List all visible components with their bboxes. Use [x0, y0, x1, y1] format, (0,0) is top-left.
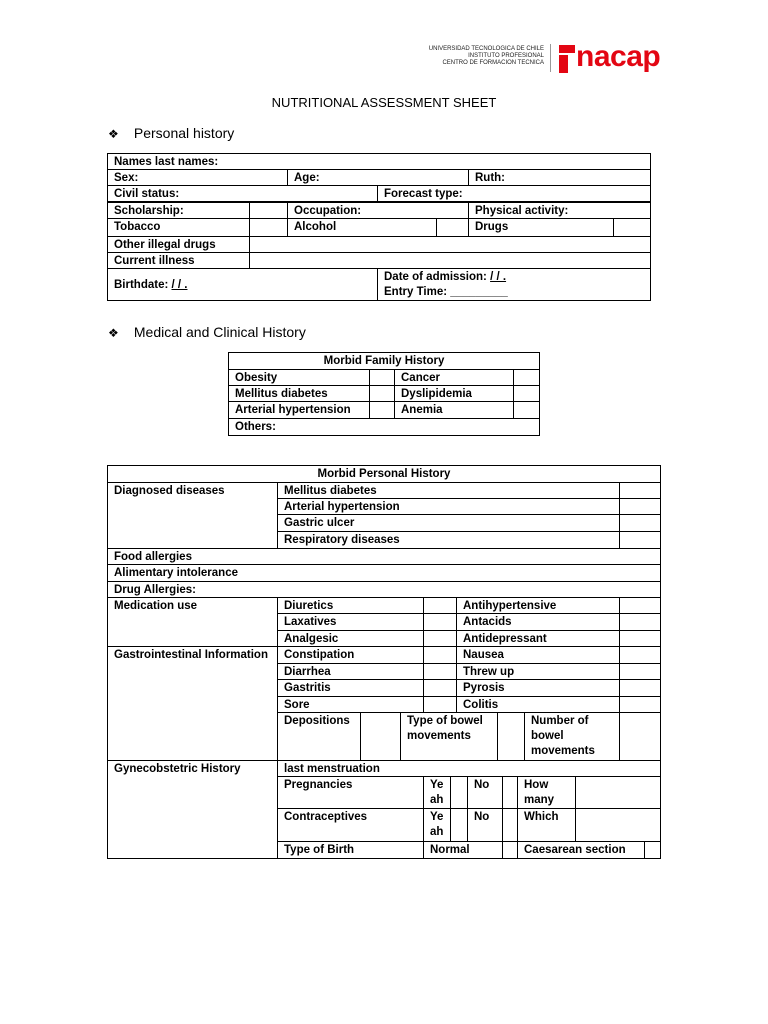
- admission-value: / / .: [490, 271, 507, 283]
- logo-divider: [550, 44, 551, 72]
- gi-check[interactable]: [619, 679, 661, 697]
- alimentary-intolerance-field[interactable]: Alimentary intolerance: [107, 564, 661, 582]
- drugs-value[interactable]: [613, 218, 651, 237]
- diag-item: Gastric ulcer: [277, 514, 620, 532]
- section-title: Medical and Clinical History: [133, 324, 306, 340]
- alcohol-label: Alcohol: [287, 218, 437, 237]
- section-title: Personal history: [133, 125, 235, 141]
- pregnancies-no-label: No: [467, 776, 503, 809]
- med-item: Antidepressant: [456, 630, 620, 647]
- gi-item: Pyrosis: [456, 679, 620, 697]
- birthdate-field[interactable]: [107, 268, 378, 301]
- med-item: Diuretics: [277, 597, 424, 614]
- others-field[interactable]: Others:: [228, 418, 540, 436]
- gi-check[interactable]: [619, 646, 661, 664]
- gi-item: Gastritis: [277, 679, 424, 697]
- admission-field[interactable]: [377, 268, 651, 301]
- diag-check[interactable]: [619, 482, 661, 499]
- gi-check[interactable]: [619, 663, 661, 680]
- normal-label: Normal: [423, 841, 503, 859]
- institution-line: INSTITUTO PROFESIONAL: [468, 53, 544, 59]
- gi-check[interactable]: [423, 646, 457, 664]
- diabetes-check[interactable]: [369, 385, 395, 402]
- diabetes-label: Mellitus diabetes: [228, 385, 370, 402]
- gi-item: Nausea: [456, 646, 620, 664]
- other-drugs-label: Other illegal drugs: [107, 236, 250, 253]
- tobacco-value[interactable]: [249, 218, 288, 237]
- gyneco-label: Gynecobstetric History: [107, 760, 278, 859]
- institution-line: UNIVERSIDAD TECNOLOGICA DE CHILE: [428, 46, 544, 52]
- gi-check[interactable]: [423, 696, 457, 713]
- med-check[interactable]: [619, 613, 661, 631]
- contraceptives-no-label: No: [467, 808, 503, 842]
- medication-use-label: Medication use: [107, 597, 278, 647]
- diagnosed-label: Diagnosed diseases: [107, 482, 278, 549]
- type-bowel-label: Type of bowel movements: [400, 712, 498, 761]
- institution-line: CENTRO DE FORMACION TECNICA: [442, 60, 544, 66]
- other-drugs-value[interactable]: [249, 236, 651, 253]
- normal-check[interactable]: [502, 841, 518, 859]
- diag-item: Arterial hypertension: [277, 498, 620, 515]
- gi-check[interactable]: [423, 679, 457, 697]
- current-illness-label: Current illness: [107, 252, 250, 269]
- gi-item: Threw up: [456, 663, 620, 680]
- gi-item: Constipation: [277, 646, 424, 664]
- sex-field[interactable]: Sex:: [107, 169, 288, 186]
- cancer-check[interactable]: [513, 369, 540, 386]
- drugs-label: Drugs: [468, 218, 614, 237]
- birthdate-label: Birthdate:: [114, 279, 172, 291]
- tobacco-label: Tobacco: [107, 218, 250, 237]
- section-medical-history: [108, 323, 306, 342]
- names-field[interactable]: Names last names:: [107, 153, 651, 170]
- family-title: Morbid Family History: [228, 352, 540, 370]
- civil-status-field[interactable]: Civil status:: [107, 185, 378, 202]
- depositions-label: Depositions: [277, 712, 361, 761]
- diag-check[interactable]: [619, 514, 661, 532]
- med-check[interactable]: [423, 613, 457, 631]
- hypertension-check[interactable]: [369, 401, 395, 419]
- pregnancies-yes-check[interactable]: [450, 776, 468, 809]
- med-item: Antihypertensive: [456, 597, 620, 614]
- how-many-label: How many: [517, 776, 576, 809]
- med-check[interactable]: [619, 597, 661, 614]
- section-personal-history: [108, 124, 234, 143]
- which-value[interactable]: [575, 808, 661, 842]
- food-allergies-field[interactable]: Food allergies: [107, 548, 661, 565]
- type-bowel-check[interactable]: [497, 712, 525, 761]
- dyslipidemia-check[interactable]: [513, 385, 540, 402]
- morbid-title: Morbid Personal History: [107, 465, 661, 483]
- obesity-label: Obesity: [228, 369, 370, 386]
- document-title: NUTRITIONAL ASSESSMENT SHEET: [271, 95, 497, 110]
- age-field[interactable]: Age:: [287, 169, 469, 186]
- number-bowel-label: Number of bowel movements: [524, 712, 620, 761]
- entry-time: Entry Time: _________: [384, 286, 508, 298]
- obesity-check[interactable]: [369, 369, 395, 386]
- gi-item: Colitis: [456, 696, 620, 713]
- how-many-value[interactable]: [575, 776, 661, 809]
- gi-check[interactable]: [619, 696, 661, 713]
- anemia-check[interactable]: [513, 401, 540, 419]
- dyslipidemia-label: Dyslipidemia: [394, 385, 514, 402]
- contraceptives-yes-check[interactable]: [450, 808, 468, 842]
- physical-activity-field[interactable]: Physical activity:: [468, 202, 651, 219]
- med-check[interactable]: [423, 630, 457, 647]
- caesarean-check[interactable]: [644, 841, 661, 859]
- drug-allergies-field[interactable]: Drug Allergies:: [107, 581, 661, 598]
- gi-item: Diarrhea: [277, 663, 424, 680]
- med-item: Analgesic: [277, 630, 424, 647]
- current-illness-value[interactable]: [249, 252, 651, 269]
- anemia-label: Anemia: [394, 401, 514, 419]
- forecast-type-field[interactable]: Forecast type:: [377, 185, 651, 202]
- contraceptives-no-check[interactable]: [502, 808, 518, 842]
- diamond-bullet-icon: ❖: [108, 326, 119, 340]
- gi-check[interactable]: [423, 663, 457, 680]
- scholarship-label: Scholarship:: [107, 202, 250, 219]
- med-check[interactable]: [619, 630, 661, 647]
- contraceptives-yes-label: Ye ah: [423, 808, 451, 842]
- hypertension-label: Arterial hypertension: [228, 401, 370, 419]
- scholarship-value[interactable]: [249, 202, 288, 219]
- cancer-label: Cancer: [394, 369, 514, 386]
- pregnancies-no-check[interactable]: [502, 776, 518, 809]
- pregnancies-yes-label: Ye ah: [423, 776, 451, 809]
- contraceptives-label: Contraceptives: [277, 808, 424, 842]
- admission-label: Date of admission:: [384, 271, 491, 283]
- ruth-field[interactable]: Ruth:: [468, 169, 651, 186]
- med-item: Antacids: [456, 613, 620, 631]
- med-check[interactable]: [423, 597, 457, 614]
- gastro-label: Gastrointestinal Information: [107, 646, 278, 761]
- gi-item: Sore: [277, 696, 424, 713]
- alcohol-value[interactable]: [436, 218, 469, 237]
- diamond-bullet-icon: ❖: [108, 127, 119, 141]
- inacap-logo-text: nacap: [576, 40, 661, 73]
- diag-item: Respiratory diseases: [277, 531, 620, 549]
- occupation-field[interactable]: Occupation:: [287, 202, 469, 219]
- pregnancies-label: Pregnancies: [277, 776, 424, 809]
- institution-text: [400, 46, 544, 67]
- diag-check[interactable]: [619, 531, 661, 549]
- depositions-check[interactable]: [360, 712, 401, 761]
- birthdate-value: / / .: [171, 279, 188, 291]
- caesarean-label: Caesarean section: [517, 841, 645, 859]
- diag-check[interactable]: [619, 498, 661, 515]
- inacap-logo-mark: [559, 45, 575, 73]
- med-item: Laxatives: [277, 613, 424, 631]
- number-bowel-check[interactable]: [619, 712, 661, 761]
- which-label: Which: [517, 808, 576, 842]
- diag-item: Mellitus diabetes: [277, 482, 620, 499]
- last-menstruation-field[interactable]: last menstruation: [277, 760, 661, 777]
- type-of-birth-label: Type of Birth: [277, 841, 424, 859]
